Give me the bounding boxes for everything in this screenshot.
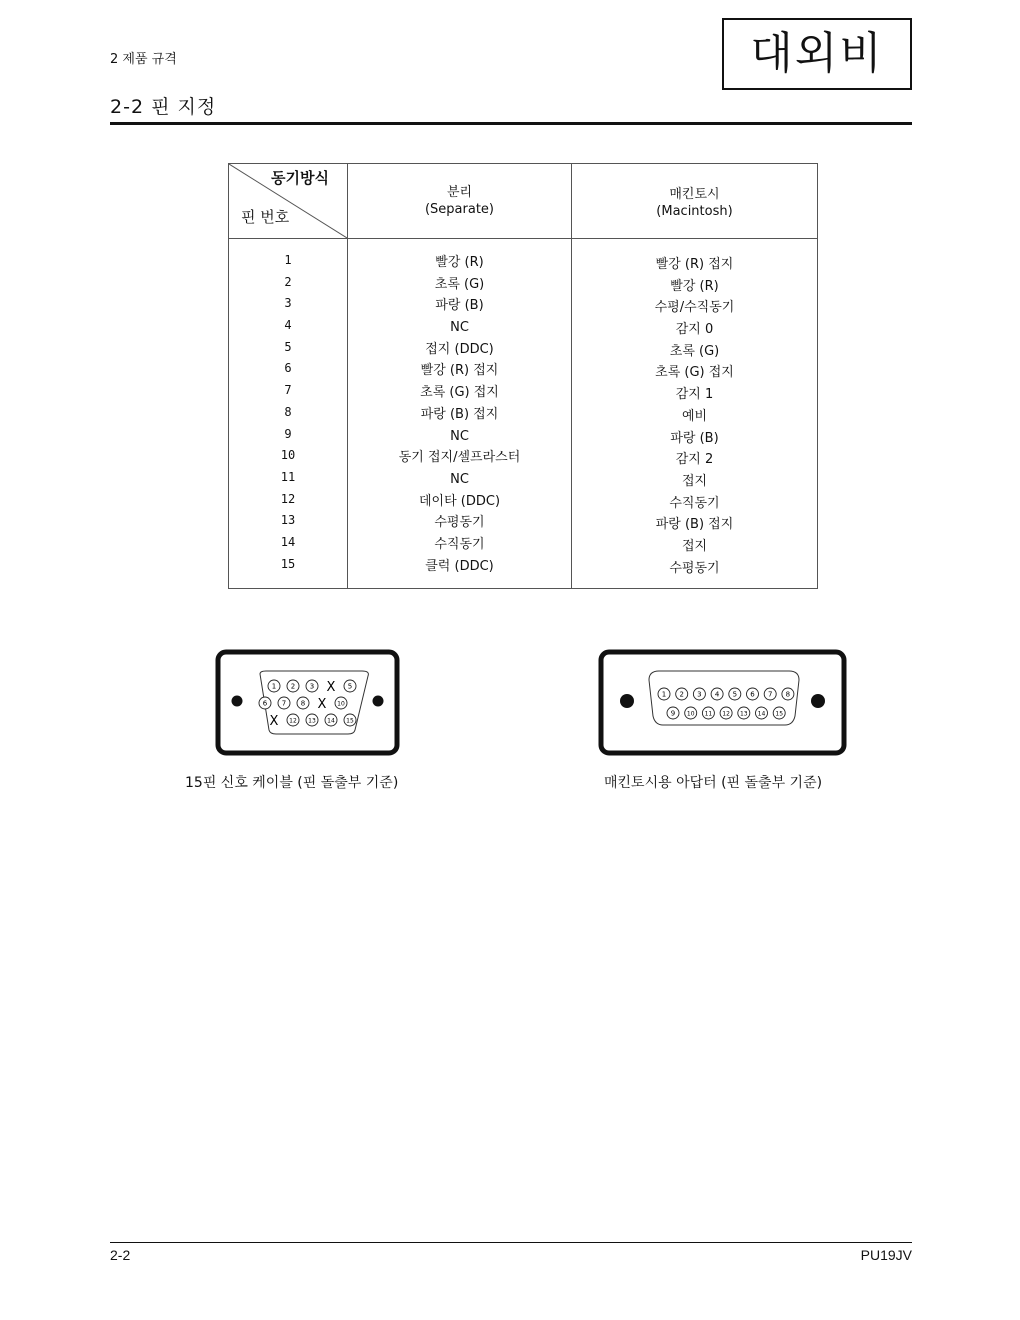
mac-signal: 파랑 (B) [670,430,719,446]
pin-unused-mark: X [269,714,279,729]
pin-label: 14 [757,710,766,718]
corner-pin-label: 핀 번호 [241,208,290,226]
pin-label: 4 [714,690,720,699]
pin-label: 5 [732,690,738,699]
mac-signal: 접지 [681,538,708,554]
pin-label: 10 [686,710,695,718]
mac-connector [597,648,849,760]
pin-number: 15 [280,556,296,571]
separate-signal: 파랑 (B) [435,298,484,314]
corner-sync-label: 동기방식 [271,169,329,187]
separate-signal: 수직동기 [434,536,485,552]
separate-signal: 접지 (DDC) [425,341,494,357]
pin-label: 15 [346,717,354,725]
mac-header-sub: (Macintosh) [656,204,733,219]
title-rule [110,122,912,125]
pin-label: 13 [739,710,748,718]
mac-signal: 빨강 (R) [670,278,719,294]
section-label: 2 제품 규격 [110,52,177,67]
pin-label: 8 [785,690,791,699]
mac-signal: 수평동기 [669,560,720,576]
separate-header-label: 분리 [446,185,473,200]
separate-signal: NC [450,428,469,444]
pin-number-column [229,250,347,575]
model-number: PU19JV [860,1247,912,1263]
pin-number: 3 [284,296,292,311]
d15-caption: 15핀 신호 케이블 (핀 돌출부 기준) [185,775,399,791]
pin-label: 2 [679,690,684,699]
separate-signal: 클럭 (DDC) [425,558,494,574]
pin-number: 1 [284,253,292,267]
footer-rule [110,1242,912,1243]
separate-signal: 초록 (G) [434,276,485,292]
pin-label: 12 [722,710,730,718]
pin-assignment-table [228,163,818,589]
mac-signal: 수직동기 [669,495,720,511]
pin-label: 8 [300,699,306,708]
pin-number: 2 [284,274,292,289]
separate-signal: NC [450,320,469,336]
separate-signal: 파랑 (B) 접지 [420,406,499,422]
pin-number: 5 [284,339,292,354]
page-number: 2-2 [110,1247,131,1263]
d15-connector [214,648,404,760]
mac-signal: 빨강 (R) 접지 [655,257,734,272]
mac-signal: 초록 (G) 접지 [655,365,734,381]
pin-number: 6 [284,361,292,376]
pin-number: 13 [280,513,296,528]
pin-label: 1 [661,690,667,699]
mac-signal: 초록 (G) [669,343,720,359]
separate-signal: 빨강 (R) [435,255,484,270]
mac-caption: 매킨토시용 아답터 (핀 돌출부 기준) [604,775,823,791]
mac-header [572,186,817,220]
separate-signal: 수평동기 [434,515,485,531]
mac-signal: 접지 [681,473,708,489]
mac-signal: 수평/수직동기 [654,300,735,316]
pin-number: 4 [284,318,292,333]
page-title: 2-2 핀 지정 [110,96,217,118]
mac-header-label: 매킨토시 [669,187,720,202]
pin-label: 9 [670,709,676,718]
mac-signal: 파랑 (B) 접지 [655,517,734,533]
pin-number: 10 [280,448,296,463]
pin-label: 5 [347,682,353,691]
confidential-stamp: 대외비 [722,18,912,90]
separate-signal: NC [450,471,469,487]
mac-signal: 감지 2 [675,452,714,468]
separate-signal: 데이타 (DDC) [418,493,501,509]
separate-signal: 동기 접지/셀프라스터 [398,450,521,466]
pin-number: 9 [284,426,292,441]
pin-number: 8 [284,404,292,419]
mac-signal: 예비 [681,408,708,424]
pin-number: 14 [280,534,296,549]
pin-number: 7 [284,383,292,398]
pin-label: 15 [775,710,784,718]
pin-unused-mark: X [317,697,327,712]
separate-header-sub: (Separate) [424,202,495,217]
pin-label: 11 [704,710,713,718]
separate-column [348,252,571,577]
pin-label: 7 [281,699,287,708]
pin-label: 3 [309,682,315,691]
mac-column [572,254,817,579]
pin-label: 7 [767,690,773,699]
pin-label: 10 [337,700,345,708]
pin-label: 6 [262,699,268,708]
pin-label: 13 [308,717,316,725]
pin-label: 14 [327,717,335,725]
pin-number: 12 [280,491,296,506]
mac-signal: 감지 1 [675,387,714,403]
pin-label: 1 [271,682,277,691]
separate-signal: 초록 (G) 접지 [420,385,499,401]
separate-signal: 빨강 (R) 접지 [420,363,499,379]
pin-label: 12 [289,717,297,725]
pin-unused-mark: X [326,680,336,695]
separate-header [348,184,571,218]
mac-signal: 감지 0 [675,322,714,338]
pin-label: 2 [290,682,296,691]
pin-label: 3 [697,690,702,699]
pin-label: 6 [750,690,755,699]
pin-number: 11 [280,469,296,484]
